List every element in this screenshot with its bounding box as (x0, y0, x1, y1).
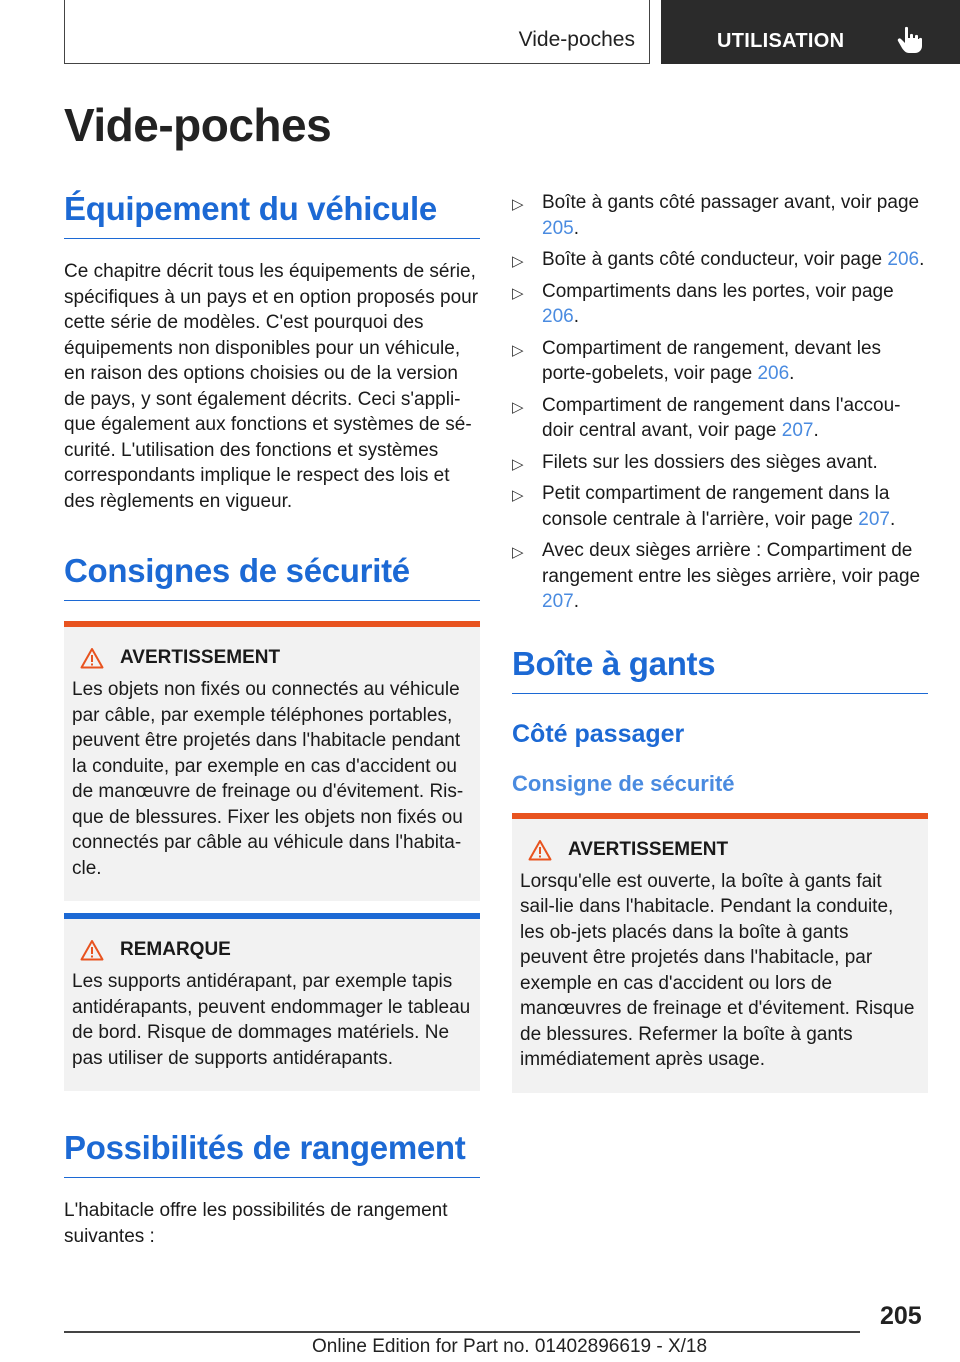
warning-title (72, 647, 472, 669)
list-item: ▷ Filets sur les dossiers des sièges avant. (512, 450, 928, 476)
note-title (72, 939, 472, 961)
list-item: ▷ Avec deux sièges arrière : Compartiment de rangement entre les sièges arrière, voir page 207. (512, 540, 921, 612)
list-item: ▷ Petit compartiment de rangement dans la console centrale à l'arrière, voir page 207. (512, 483, 896, 530)
note-box (64, 913, 480, 1091)
page-link[interactable]: 207 (781, 420, 814, 441)
heading-rangement: Possibilités de rangement (64, 1129, 480, 1178)
heading-consigne-securite: Consigne de sécurité (512, 770, 735, 796)
page-link[interactable]: 205 (542, 217, 574, 239)
hand-pointer-icon (897, 26, 923, 54)
triangle-bullet-icon: ▷ (512, 398, 524, 416)
page-link[interactable]: 206 (887, 249, 920, 270)
rangement-intro: L'habitacle offre les possibilités de rangement suivantes : (64, 1200, 448, 1247)
triangle-bullet-icon: ▷ (512, 455, 524, 473)
rangement-list (512, 190, 928, 615)
page-link[interactable]: 207 (858, 508, 890, 530)
header-section-label: Vide-poches (518, 28, 635, 51)
heading-cote-passager: Côté passager (512, 719, 685, 748)
glovebox-warning-title-text: AVERTISSEMENT (568, 838, 729, 860)
header-chapter-label: UTILISATION (717, 30, 845, 52)
warning-box (64, 621, 480, 901)
triangle-bullet-icon: ▷ (512, 253, 524, 270)
left-column (64, 190, 480, 1249)
footer-edition: Online Edition for Part no. 01402896619 - X/18 (312, 1336, 708, 1357)
warning-triangle-icon (80, 647, 104, 669)
heading-equipement: Équipement du véhicule (64, 190, 480, 239)
page-title: Vide-poches (64, 99, 332, 151)
heading-consignes: Consignes de sécurité (64, 552, 480, 601)
heading-boite: Boîte à gants (512, 645, 928, 694)
glovebox-warning-title (520, 839, 920, 861)
glovebox-warning-body: Lorsqu'elle est ouverte, la boîte à gants fait sail-lie dans l'habitacle. Pendant la conduite, les ob-jets placés dans la boîte à gants peuvent être projetés dans l'habitacle, par exemple en cas d'accident ou lors de manœuvres de freinage et d'évitement. Risque de blessures. Refermer la boîte à gants immédiatement après usage. (520, 870, 915, 1070)
triangle-bullet-icon: ▷ (512, 487, 524, 504)
right-column (512, 190, 928, 1093)
page-link[interactable]: 206 (757, 363, 790, 384)
warning-triangle-icon (528, 839, 552, 861)
list-item: ▷ Boîte à gants côté passager avant, voir page 205. (512, 192, 920, 239)
header-chapter-tab[interactable] (661, 0, 960, 64)
list-item: ▷ Compartiment de rangement, devant les porte-gobelets, voir page 206. (512, 337, 882, 384)
triangle-bullet-icon: ▷ (512, 284, 524, 302)
page-link[interactable]: 207 (542, 591, 574, 612)
page-link[interactable]: 206 (542, 306, 574, 327)
warning-title-text: AVERTISSEMENT (120, 647, 281, 668)
note-body: Les supports antidérapant, par exemple tapis antidérapants, peuvent endommager le tableau de bord. Risque de dommages matériels. Ne pas utiliser de supports antidérapants. (72, 971, 471, 1069)
list-item: ▷ Boîte à gants côté conducteur, voir page 206. (512, 247, 928, 273)
glovebox-warning-box (512, 813, 928, 1093)
page-number: 205 (880, 1302, 922, 1330)
footer-divider (64, 1331, 860, 1333)
triangle-bullet-icon: ▷ (512, 196, 524, 213)
warning-body: Les objets non fixés ou connectés au véhicule par câble, par exemple téléphones portables, peuvent être projetés dans l'habitacle pendant la conduite, par exemple en cas d'accident ou de manœuvre de freinage ou d'évitement. Ris-que de blessures. Fixer les objets non fixés ou connectés par câble au véhicule dans l'habita-cle. (72, 679, 464, 879)
header-section-tab (64, 0, 650, 64)
equipement-body: Ce chapitre décrit tous les équipements de série, spécifiques à un pays et en option proposés pour cette série de modèles. C'est pourquoi des équipements non disponibles pour un véhicule, en raison des options choisies ou de la version de pays, y sont également décrits. Ceci s'appli-que également aux fonctions et systèmes de sé-curité. L'utilisation des fonctions et systèmes correspondants implique le respect des lois et des règlements en vigueur. (64, 261, 479, 512)
triangle-bullet-icon: ▷ (512, 341, 524, 359)
list-item: ▷ Compartiments dans les portes, voir page 206. (512, 280, 894, 327)
note-title-text: REMARQUE (120, 939, 231, 960)
triangle-bullet-icon: ▷ (512, 544, 524, 561)
list-item: ▷ Compartiment de rangement dans l'accou-doir central avant, voir page 207. (512, 394, 901, 441)
warning-triangle-icon (80, 939, 104, 961)
